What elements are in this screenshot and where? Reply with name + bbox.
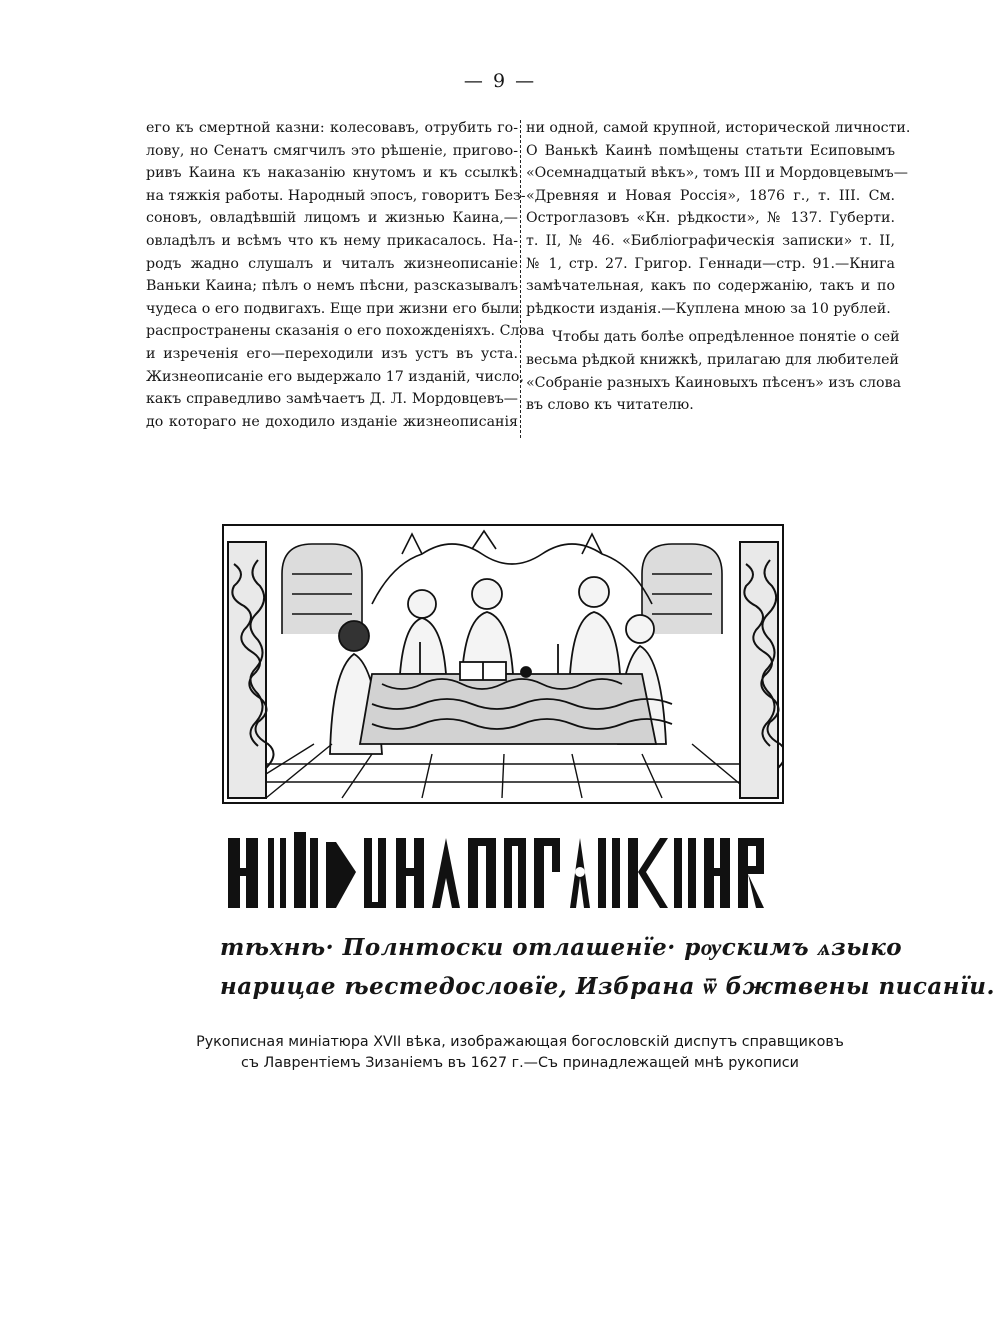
text-line: ривъ Каина къ наказанію кнутомъ и къ ссылкѣ [146, 165, 518, 182]
miniature-illustration [222, 524, 784, 804]
right-paragraph-2 [526, 326, 902, 416]
right-column [526, 117, 911, 417]
text-line: «Осемнадцатый вѣкъ», томъ III и Мордовцевымъ— [526, 165, 908, 182]
left-paragraph [146, 117, 545, 433]
text-line: т. II, № 46. «Библіографическія записки» т. II, [526, 232, 895, 249]
text-line: соновъ, овладѣвшій лицомъ и жизнью Каина,— [146, 210, 518, 227]
text-line: Ваньки Каина; пѣлъ о немъ пѣсни, разсказывалъ [146, 278, 518, 295]
text-line: «Собраніе разныхъ Каиновыхъ пѣсенъ» изъ слова [526, 374, 902, 391]
text-line: лову, но Сенатъ смягчилъ это рѣшеніе, пригово- [146, 142, 518, 159]
column-divider [520, 120, 521, 438]
text-line: «Древняя и Новая Россія», 1876 г., т. III. См. [526, 187, 895, 204]
text-line: какъ справедливо замѣчаетъ Д. Л. Мордовцевъ— [146, 391, 518, 408]
text-line: рѣдкости изданія.—Куплена мною за 10 рублей. [526, 300, 891, 317]
caption-line-2: съ Лаврентіемъ Зизаніемъ въ 1627 г.—Съ принадлежащей мнѣ рукописи [241, 1055, 799, 1071]
page-number: — 9 — [463, 70, 537, 92]
text-line: Чтобы дать болѣе опредѣленное понятіе о сей [552, 329, 900, 346]
text-line: на тяжкія работы. Народный эпосъ, говоритъ Без- [146, 187, 526, 204]
caption-line-1: Рукописная миніатюра XVII вѣка, изображающая богословскій диспутъ справщиковъ [196, 1034, 844, 1050]
text-line: замѣчательная, какъ по содержанію, такъ и по [526, 278, 895, 295]
text-line: родъ жадно слушалъ и читалъ жизнеописаніе [146, 255, 518, 272]
vyaz-title-ornament [218, 822, 788, 916]
figure-caption [120, 1032, 920, 1074]
text-line: ни одной, самой крупной, исторической личности. [526, 120, 911, 136]
right-paragraph-1 [526, 117, 911, 320]
text-line: № 1, стр. 27. Григор. Геннади—стр. 91.—Книга [526, 255, 895, 272]
text-line: распространены сказанія о его похожденіяхъ. Слова [146, 323, 545, 340]
text-line: Жизнеописаніе его выдержало 17 изданій, число, [146, 368, 524, 385]
text-line: овладѣлъ и всѣмъ что къ нему прикасалось. На- [146, 232, 518, 249]
text-line: весьма рѣдкой книжкѣ, прилагаю для любителей [526, 351, 899, 368]
text-line: и изреченія его—переходили изъ устъ въ уста. [146, 345, 518, 362]
slavonic-title-line-1: тѣхнѣ· Полнтоски отлашенїе· рѹскимъ ѧзыко [220, 934, 903, 961]
left-ornament-border [228, 542, 274, 798]
text-line: въ слово къ читателю. [526, 397, 694, 414]
text-line: чудеса о его подвигахъ. Еще при жизни его были [146, 300, 520, 317]
text-line: его къ смертной казни: колесовавъ, отрубить го- [146, 120, 518, 136]
right-ornament-border [740, 542, 784, 798]
text-line: до котораго не доходило изданіе жизнеописанія [146, 413, 518, 430]
text-line: О Ванькѣ Каинѣ помѣщены статьти Есиповымъ [526, 142, 895, 159]
left-column [146, 117, 545, 433]
slavonic-title-line-2: нарицае ѣестедословїе, Избрана ѿ бжтвены писанїи. [220, 973, 996, 1000]
text-line: Остроглазовъ «Кн. рѣдкости», № 137. Губерти. [526, 210, 895, 227]
